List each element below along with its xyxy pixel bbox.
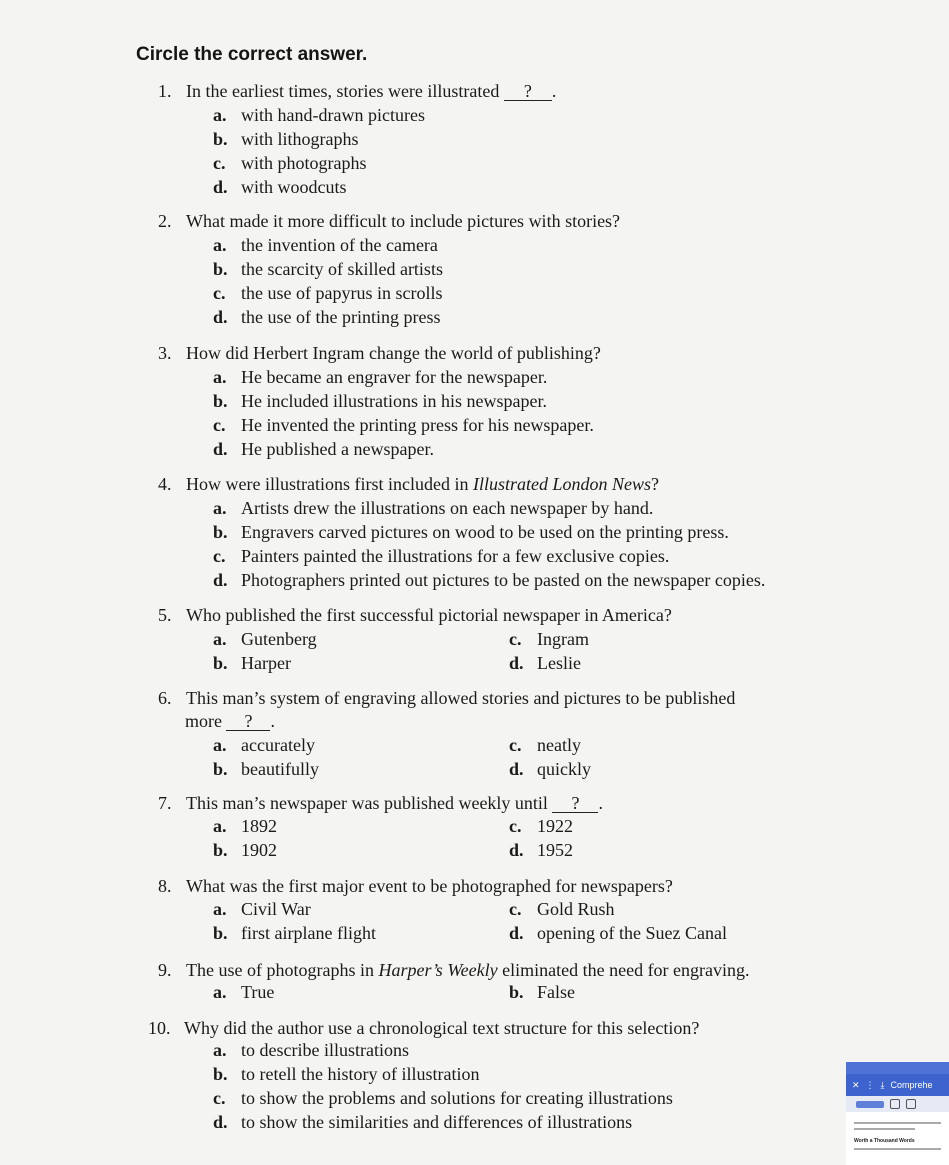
- download-icon[interactable]: ⤓: [880, 1079, 885, 1090]
- phone-status-bar: [846, 1062, 949, 1074]
- page-icon[interactable]: [890, 1099, 900, 1109]
- option-d[interactable]: d. 1952: [509, 840, 573, 860]
- question-text: 5. Who published the first successful pictorial newspaper in America?: [158, 605, 672, 625]
- option-a[interactable]: a. 1892: [213, 816, 277, 836]
- option-c[interactable]: c. Painters painted the illustrations for a few exclusive copies.: [213, 546, 670, 566]
- option-c[interactable]: c. with photographs: [213, 153, 367, 173]
- close-icon[interactable]: ✕: [852, 1079, 860, 1090]
- question-text: 8. What was the first major event to be photographed for newspapers?: [158, 876, 673, 896]
- option-d[interactable]: d. the use of the printing press: [213, 307, 441, 327]
- option-a[interactable]: a. the invention of the camera: [213, 235, 438, 255]
- option-b[interactable]: b. Harper: [213, 653, 291, 673]
- option-d[interactable]: d. He published a newspaper.: [213, 439, 434, 459]
- option-c[interactable]: c. neatly: [509, 735, 581, 755]
- question-text: 2. What made it more difficult to include pictures with stories?: [158, 211, 621, 231]
- question-text: 10. Why did the author use a chronological text structure for this selection?: [148, 1018, 700, 1038]
- question-text-line2: more ? .: [185, 711, 275, 731]
- more-icon[interactable]: ⋮: [865, 1079, 875, 1090]
- phone-toolbar-label: Comprehe: [890, 1080, 933, 1090]
- option-b[interactable]: b. beautifully: [213, 759, 319, 779]
- option-a[interactable]: a. He became an engraver for the newspaper.: [213, 367, 548, 387]
- option-b[interactable]: b. He included illustrations in his newspaper.: [213, 391, 547, 411]
- phone-tools: [846, 1096, 949, 1112]
- option-b[interactable]: b. the scarcity of skilled artists: [213, 259, 443, 279]
- option-c[interactable]: c. to show the problems and solutions for creating illustrations: [213, 1088, 673, 1108]
- option-c[interactable]: c. Ingram: [509, 629, 589, 649]
- option-a[interactable]: a. accurately: [213, 735, 315, 755]
- option-d[interactable]: d. opening of the Suez Canal: [509, 923, 727, 943]
- phone-doc-title: Worth a Thousand Words: [854, 1138, 915, 1144]
- option-a[interactable]: a. True: [213, 982, 275, 1002]
- question-text: 4. How were illustrations first included in Illustrated London News?: [158, 474, 659, 494]
- option-c[interactable]: c. 1922: [509, 816, 573, 836]
- print-icon[interactable]: [906, 1099, 916, 1109]
- answer-blank: ?: [552, 794, 598, 813]
- option-d[interactable]: d. Leslie: [509, 653, 581, 673]
- option-a[interactable]: a. Artists drew the illustrations on each newspaper by hand.: [213, 498, 654, 518]
- mode-chip[interactable]: [856, 1101, 884, 1108]
- option-d[interactable]: d. to show the similarities and differences of illustrations: [213, 1112, 633, 1132]
- option-a[interactable]: a. Civil War: [213, 899, 311, 919]
- option-b[interactable]: b. Engravers carved pictures on wood to be used on the printing press.: [213, 522, 729, 542]
- answer-blank: ?: [226, 712, 270, 731]
- option-a[interactable]: a. with hand-drawn pictures: [213, 105, 425, 125]
- option-b[interactable]: b. to retell the history of illustration: [213, 1064, 480, 1084]
- option-b[interactable]: b. False: [509, 982, 575, 1002]
- page-title: Circle the correct answer.: [136, 44, 368, 65]
- question-text: 9. The use of photographs in Harper’s Weekly eliminated the need for engraving.: [158, 960, 750, 980]
- phone-doc-preview: [846, 1112, 949, 1160]
- question-text: 1. In the earliest times, stories were illustrated ? .: [158, 81, 557, 101]
- option-b[interactable]: b. first airplane flight: [213, 923, 376, 943]
- phone-toolbar: [846, 1074, 949, 1096]
- option-d[interactable]: d. Photographers printed out pictures to be pasted on the newspaper copies.: [213, 570, 766, 590]
- option-b[interactable]: b. 1902: [213, 840, 277, 860]
- phone-overlay: [846, 1062, 949, 1165]
- option-c[interactable]: c. the use of papyrus in scrolls: [213, 283, 443, 303]
- option-d[interactable]: d. with woodcuts: [213, 177, 347, 197]
- option-a[interactable]: a. Gutenberg: [213, 629, 317, 649]
- question-text: 3. How did Herbert Ingram change the world of publishing?: [158, 343, 601, 363]
- question-text: 7. This man’s newspaper was published weekly until ? .: [158, 793, 603, 813]
- option-c[interactable]: c. He invented the printing press for his newspaper.: [213, 415, 594, 435]
- question-text: 6. This man’s system of engraving allowed stories and pictures to be published: [158, 688, 736, 708]
- option-a[interactable]: a. to describe illustrations: [213, 1040, 409, 1060]
- option-d[interactable]: d. quickly: [509, 759, 591, 779]
- option-c[interactable]: c. Gold Rush: [509, 899, 615, 919]
- answer-blank: ?: [504, 82, 552, 101]
- option-b[interactable]: b. with lithographs: [213, 129, 359, 149]
